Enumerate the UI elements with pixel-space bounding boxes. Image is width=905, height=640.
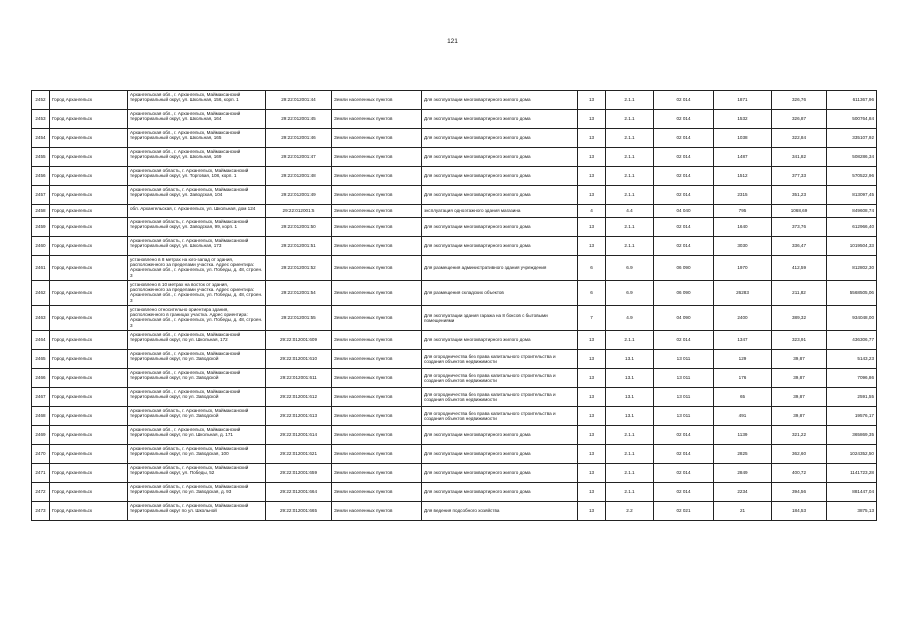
address-cell: Архангельская область, г. Архангельск, Маймаксанский территориальный округ, по ул. Заводская, 100 [128,445,266,464]
use-code-cell: 6.9 [606,256,654,281]
subgroup-code-cell: 02 014 [654,331,714,350]
land-plots-table [31,90,877,521]
group-code-cell: 13 [578,483,606,502]
address-cell: Архангельская область, г. Архангельск, Маймаксанский территориальный округ, ул. Победы, 52 [128,464,266,483]
permitted-use-cell: Для эксплуатации многоквартирного жилого дома [422,331,578,350]
cadastral-number-cell: 29:22:012001:621 [266,445,332,464]
subgroup-code-cell: 02 014 [654,445,714,464]
permitted-use-cell: Для размещения складских объектов [422,281,578,306]
group-code-cell: 13 [578,350,606,369]
cadastral-number-cell: 29:22:012001:614 [266,426,332,445]
group-code-cell: 13 [578,369,606,388]
table-row [32,91,877,110]
use-code-cell: 2.1.1 [606,186,654,205]
address-cell: установлено в 10 метрах на восток от здания, расположенного за пределами участка. Адрес ориентира: Архангельская обл., г. Архангельск, ул. Победы, д. 48, строен. 3 [128,281,266,306]
cadastral-value-cell: 570522,96 [827,167,877,186]
settlement-cell: Город Архангельск [50,91,128,110]
land-category-cell: Земли населенных пунктов [332,502,422,521]
permitted-use-cell: эксплуатация одноэтажного здания магазина [422,205,578,218]
use-code-cell: 6.9 [606,281,654,306]
specific-value-cell: 351,23 [772,186,827,205]
use-code-cell: 13.1 [606,350,654,369]
row-number-cell: 2452 [32,91,50,110]
row-number-cell: 2457 [32,186,50,205]
table-row [32,350,877,369]
cadastral-number-cell: 29:22:012001:612 [266,388,332,407]
permitted-use-cell: Для огородничества без права капитального строительства и создания объектов недвижимости [422,388,578,407]
subgroup-code-cell: 13 011 [654,350,714,369]
cadastral-number-cell: 29:22:012001:49 [266,186,332,205]
row-number-cell: 2458 [32,205,50,218]
subgroup-code-cell: 04 040 [654,205,714,218]
subgroup-code-cell: 02 014 [654,129,714,148]
permitted-use-cell: Для эксплуатации многоквартирного жилого дома [422,110,578,129]
area-cell: 1532 [714,110,772,129]
land-category-cell: Земли населенных пунктов [332,369,422,388]
address-cell: Архангельская обл., г. Архангельск, Маймаксанский территориальный округ, ул. Школьная, 165 [128,129,266,148]
permitted-use-cell: Для огородничества без права капитального строительства и создания объектов недвижимости [422,369,578,388]
area-cell: 2315 [714,186,772,205]
settlement-cell: Город Архангельск [50,218,128,237]
use-code-cell: 2.1.1 [606,148,654,167]
area-cell: 1487 [714,148,772,167]
table-row [32,110,877,129]
group-code-cell: 13 [578,407,606,426]
group-code-cell: 13 [578,148,606,167]
settlement-cell: Город Архангельск [50,186,128,205]
use-code-cell: 2.1.1 [606,445,654,464]
use-code-cell: 13.1 [606,388,654,407]
land-category-cell: Земли населенных пунктов [332,483,422,502]
land-category-cell: Земли населенных пунктов [332,205,422,218]
cadastral-number-cell: 29:22:012001:45 [266,110,332,129]
address-cell: Архангельская обл., г. Архангельск, Маймаксанский территориальный округ, по ул. Заводской [128,388,266,407]
settlement-cell: Город Архангельск [50,110,128,129]
row-number-cell: 2468 [32,407,50,426]
group-code-cell: 7 [578,306,606,331]
group-code-cell: 13 [578,426,606,445]
cadastral-number-cell: 29:22:012001:609 [266,331,332,350]
group-code-cell: 13 [578,218,606,237]
subgroup-code-cell: 02 014 [654,148,714,167]
settlement-cell: Город Архангельск [50,445,128,464]
address-cell: Архангельская область, г. Архангельск, Маймаксанский территориальный округ по ул. Школьной [128,502,266,521]
permitted-use-cell: Для эксплуатации многоквартирного жилого дома [422,148,578,167]
subgroup-code-cell: 02 014 [654,426,714,445]
specific-value-cell: 39,87 [772,369,827,388]
table-row [32,167,877,186]
table-row [32,148,877,167]
address-cell: Архангельская область, г. Архангельск, Маймаксанский территориальный округ, ул. Торговая, 108, корп. 1 [128,167,266,186]
permitted-use-cell: Для размещения административного здания учреждения [422,256,578,281]
use-code-cell: 2.1.1 [606,110,654,129]
permitted-use-cell: Для ведения подсобного хозяйства [422,502,578,521]
land-category-cell: Земли населенных пунктов [332,426,422,445]
permitted-use-cell: Для эксплуатации многоквартирного жилого дома [422,167,578,186]
land-category-cell: Земли населенных пунктов [332,388,422,407]
settlement-cell: Город Архангельск [50,407,128,426]
area-cell: 1139 [714,426,772,445]
specific-value-cell: 39,87 [772,388,827,407]
address-cell: Архангельская обл., г. Архангельск, Маймаксанский территориальный округ, по ул. Заводской [128,369,266,388]
group-code-cell: 13 [578,331,606,350]
subgroup-code-cell: 04 090 [654,306,714,331]
permitted-use-cell: Для эксплуатации многоквартирного жилого дома [422,464,578,483]
settlement-cell: Город Архангельск [50,388,128,407]
subgroup-code-cell: 02 021 [654,502,714,521]
row-number-cell: 2460 [32,237,50,256]
settlement-cell: Город Архангельск [50,331,128,350]
row-number-cell: 2454 [32,129,50,148]
address-cell: Архангельская обл., г. Архангельск, Маймаксанский территориальный округ, по ул. Школьная, 172 [128,331,266,350]
permitted-use-cell: Для эксплуатации здания гаража на 8 боксов с бытовыми помещениями [422,306,578,331]
specific-value-cell: 1068,69 [772,205,827,218]
address-cell: Архангельская обл., г. Архангельск, Маймаксанский территориальный округ, ул. Школьная, 164 [128,110,266,129]
cadastral-number-cell: 29:22:012001:665 [266,502,332,521]
specific-value-cell: 389,32 [772,306,827,331]
area-cell: 1038 [714,129,772,148]
permitted-use-cell: Для эксплуатации многоквартирного жилого дома [422,218,578,237]
use-code-cell: 2.1.1 [606,426,654,445]
table-row [32,218,877,237]
table-row [32,237,877,256]
settlement-cell: Город Архангельск [50,502,128,521]
page-number: 121 [447,38,458,45]
settlement-cell: Город Архангельск [50,483,128,502]
group-code-cell: 13 [578,237,606,256]
address-cell: установлено в 8 метрах на юго-запад от здания, расположенного за пределами участка. Адрес ориентира: Архангельская обл., г. Архангельск, ул. Победы, д. 48, строен. 3 [128,256,266,281]
group-code-cell: 13 [578,445,606,464]
address-cell: Архангельская обл., г. Архангельск, Маймаксанский территориальный округ, по ул. Заводской [128,350,266,369]
subgroup-code-cell: 02 014 [654,167,714,186]
use-code-cell: 2.1.1 [606,91,654,110]
area-cell: 1640 [714,218,772,237]
group-code-cell: 13 [578,129,606,148]
area-cell: 1871 [714,91,772,110]
subgroup-code-cell: 02 014 [654,186,714,205]
permitted-use-cell: Для эксплуатации многоквартирного жилого дома [422,129,578,148]
cadastral-value-cell: 611367,96 [827,91,877,110]
cadastral-value-cell: 19576,17 [827,407,877,426]
subgroup-code-cell: 06 090 [654,281,714,306]
area-cell: 2849 [714,464,772,483]
area-cell: 26283 [714,281,772,306]
area-cell: 491 [714,407,772,426]
permitted-use-cell: Для эксплуатации многоквартирного жилого дома [422,445,578,464]
area-cell: 21 [714,502,772,521]
use-code-cell: 2.1.1 [606,331,654,350]
cadastral-number-cell: 29:22:012001:54 [266,281,332,306]
use-code-cell: 2.1.1 [606,167,654,186]
land-category-cell: Земли населенных пунктов [332,91,422,110]
row-number-cell: 2461 [32,256,50,281]
group-code-cell: 13 [578,186,606,205]
land-category-cell: Земли населенных пунктов [332,464,422,483]
cadastral-number-cell: 29:22:012001:611 [266,369,332,388]
cadastral-value-cell: 3875,13 [827,502,877,521]
permitted-use-cell: Для огородничества без права капитального строительства и создания объектов недвижимости [422,407,578,426]
address-cell: Архангельская область, г. Архангельск, Маймаксанский территориальный округ, по ул. Заводская, д. 93 [128,483,266,502]
use-code-cell: 13.1 [606,407,654,426]
cadastral-value-cell: 934048,00 [827,306,877,331]
specific-value-cell: 400,72 [772,464,827,483]
group-code-cell: 6 [578,256,606,281]
land-category-cell: Земли населенных пунктов [332,167,422,186]
group-code-cell: 13 [578,502,606,521]
address-cell: Архангельская обл., г. Архангельск, Маймаксанский территориальный округ, ул. Школьная, 169 [128,148,266,167]
specific-value-cell: 184,53 [772,502,827,521]
specific-value-cell: 326,87 [772,110,827,129]
row-number-cell: 2462 [32,281,50,306]
settlement-cell: Город Архангельск [50,237,128,256]
settlement-cell: Город Архангельск [50,350,128,369]
specific-value-cell: 362,60 [772,445,827,464]
cadastral-value-cell: 436306,77 [827,331,877,350]
address-cell: Архангельская обл., г. Архангельск, Маймаксанский территориальный округ, по ул. Школьная, д. 171 [128,426,266,445]
table-row [32,281,877,306]
row-number-cell: 2465 [32,350,50,369]
table-row [32,407,877,426]
cadastral-number-cell: 29:22:012001:52 [266,256,332,281]
land-category-cell: Земли населенных пунктов [332,256,422,281]
table-row [32,388,877,407]
land-category-cell: Земли населенных пунктов [332,129,422,148]
area-cell: 2825 [714,445,772,464]
area-cell: 2234 [714,483,772,502]
cadastral-number-cell: 29:22:012001:44 [266,91,332,110]
table-row [32,483,877,502]
permitted-use-cell: Для огородничества без права капитального строительства и создания объектов недвижимости [422,350,578,369]
row-number-cell: 2463 [32,306,50,331]
cadastral-number-cell: 29:22:012001:5 [266,205,332,218]
table-row [32,186,877,205]
settlement-cell: Город Архангельск [50,148,128,167]
settlement-cell: Город Архангельск [50,129,128,148]
address-cell: Архангельская обл., г. Архангельск, Маймаксанский территориальный округ, ул. Школьная, 156, корп. 1 [128,91,266,110]
specific-value-cell: 412,59 [772,256,827,281]
cadastral-number-cell: 29:22:012001:55 [266,306,332,331]
address-cell: Архангельская область, г. Архангельск, Маймаксанский территориальный округ, по ул. Заводской [128,407,266,426]
use-code-cell: 13.1 [606,369,654,388]
permitted-use-cell: Для эксплуатации многоквартирного жилого дома [422,483,578,502]
land-category-cell: Земли населенных пунктов [332,148,422,167]
row-number-cell: 2459 [32,218,50,237]
row-number-cell: 2453 [32,110,50,129]
cadastral-value-cell: 500764,84 [827,110,877,129]
subgroup-code-cell: 13 011 [654,388,714,407]
row-number-cell: 2455 [32,148,50,167]
address-cell: установлено относительно ориентира здания, расположенного в границах участка. Адрес ориентира: Архангельская обл., г. Архангельск, ул. Победы, д. 48, строен. 3 [128,306,266,331]
address-cell: обл. Архангельская, г. Архангельск, ул. Школьная, дом 124 [128,205,266,218]
land-category-cell: Земли населенных пунктов [332,445,422,464]
settlement-cell: Город Архангельск [50,256,128,281]
subgroup-code-cell: 13 011 [654,369,714,388]
specific-value-cell: 326,76 [772,91,827,110]
subgroup-code-cell: 02 014 [654,91,714,110]
area-cell: 176 [714,369,772,388]
row-number-cell: 2456 [32,167,50,186]
subgroup-code-cell: 02 014 [654,218,714,237]
table-row [32,205,877,218]
address-cell: Архангельская область, г. Архангельск, Маймаксанский территориальный округ, ул. Школьная, 173 [128,237,266,256]
permitted-use-cell: Для эксплуатации многоквартирного жилого дома [422,426,578,445]
specific-value-cell: 321,22 [772,426,827,445]
table-row [32,426,877,445]
specific-value-cell: 341,82 [772,148,827,167]
row-number-cell: 2469 [32,426,50,445]
specific-value-cell: 39,87 [772,407,827,426]
table-row [32,502,877,521]
table-row [32,369,877,388]
row-number-cell: 2472 [32,483,50,502]
group-code-cell: 13 [578,167,606,186]
subgroup-code-cell: 02 014 [654,110,714,129]
permitted-use-cell: Для эксплуатации многоквартирного жилого дома [422,237,578,256]
table-row [32,129,877,148]
cadastral-number-cell: 29:22:012001:664 [266,483,332,502]
land-category-cell: Земли населенных пунктов [332,331,422,350]
area-cell: 129 [714,350,772,369]
area-cell: 1512 [714,167,772,186]
group-code-cell: 6 [578,281,606,306]
area-cell: 1347 [714,331,772,350]
group-code-cell: 13 [578,110,606,129]
use-code-cell: 2.1.1 [606,464,654,483]
row-number-cell: 2473 [32,502,50,521]
cadastral-value-cell: 7096,86 [827,369,877,388]
settlement-cell: Город Архангельск [50,205,128,218]
specific-value-cell: 394,56 [772,483,827,502]
cadastral-value-cell: 1141723,28 [827,464,877,483]
cadastral-value-cell: 849608,74 [827,205,877,218]
cadastral-number-cell: 29:22:012001:613 [266,407,332,426]
cadastral-value-cell: 5143,23 [827,350,877,369]
table-row [32,256,877,281]
specific-value-cell: 39,87 [772,350,827,369]
cadastral-number-cell: 29:22:012001:659 [266,464,332,483]
subgroup-code-cell: 06 090 [654,256,714,281]
group-code-cell: 13 [578,388,606,407]
cadastral-value-cell: 335107,92 [827,129,877,148]
land-category-cell: Земли населенных пунктов [332,218,422,237]
specific-value-cell: 211,82 [772,281,827,306]
use-code-cell: 2.2 [606,502,654,521]
subgroup-code-cell: 02 014 [654,237,714,256]
subgroup-code-cell: 02 014 [654,464,714,483]
settlement-cell: Город Архангельск [50,306,128,331]
cadastral-value-cell: 508286,34 [827,148,877,167]
row-number-cell: 2467 [32,388,50,407]
settlement-cell: Город Архангельск [50,167,128,186]
group-code-cell: 13 [578,91,606,110]
area-cell: 2400 [714,306,772,331]
land-category-cell: Земли населенных пунктов [332,186,422,205]
cadastral-value-cell: 881447,04 [827,483,877,502]
specific-value-cell: 322,84 [772,129,827,148]
cadastral-number-cell: 29:22:012001:50 [266,218,332,237]
cadastral-number-cell: 29:22:012001:51 [266,237,332,256]
group-code-cell: 13 [578,464,606,483]
cadastral-number-cell: 29:22:012001:46 [266,129,332,148]
cadastral-value-cell: 365869,35 [827,426,877,445]
use-code-cell: 2.1.1 [606,237,654,256]
land-category-cell: Земли населенных пунктов [332,281,422,306]
cadastral-number-cell: 29:22:012001:47 [266,148,332,167]
area-cell: 3030 [714,237,772,256]
use-code-cell: 2.1.1 [606,218,654,237]
use-code-cell: 2.1.1 [606,129,654,148]
specific-value-cell: 323,91 [772,331,827,350]
row-number-cell: 2471 [32,464,50,483]
land-category-cell: Земли населенных пунктов [332,306,422,331]
settlement-cell: Город Архангельск [50,464,128,483]
area-cell: 795 [714,205,772,218]
cadastral-number-cell: 29:22:012001:48 [266,167,332,186]
address-cell: Архангельская область, г. Архангельск, Маймаксанский территориальный округ, ул. Заводская, 99, корп. 1 [128,218,266,237]
table-row [32,331,877,350]
cadastral-number-cell: 29:22:012001:610 [266,350,332,369]
land-category-cell: Земли населенных пунктов [332,237,422,256]
cadastral-value-cell: 612966,40 [827,218,877,237]
specific-value-cell: 377,33 [772,167,827,186]
area-cell: 65 [714,388,772,407]
table-row [32,306,877,331]
table-row [32,445,877,464]
land-category-cell: Земли населенных пунктов [332,407,422,426]
settlement-cell: Город Архангельск [50,369,128,388]
cadastral-value-cell: 1019504,33 [827,237,877,256]
use-code-cell: 4.9 [606,306,654,331]
permitted-use-cell: Для эксплуатации многоквартирного жилого дома [422,91,578,110]
row-number-cell: 2470 [32,445,50,464]
permitted-use-cell: Для эксплуатации многоквартирного жилого дома [422,186,578,205]
cadastral-value-cell: 812802,30 [827,256,877,281]
group-code-cell: 4 [578,205,606,218]
land-category-cell: Земли населенных пунктов [332,110,422,129]
cadastral-value-cell: 2591,55 [827,388,877,407]
row-number-cell: 2464 [32,331,50,350]
specific-value-cell: 373,76 [772,218,827,237]
row-number-cell: 2466 [32,369,50,388]
cadastral-value-cell: 5568505,06 [827,281,877,306]
settlement-cell: Город Архангельск [50,426,128,445]
use-code-cell: 4.4 [606,205,654,218]
area-cell: 1970 [714,256,772,281]
table-row [32,464,877,483]
land-category-cell: Земли населенных пунктов [332,350,422,369]
cadastral-value-cell: 813097,45 [827,186,877,205]
subgroup-code-cell: 02 014 [654,483,714,502]
use-code-cell: 2.1.1 [606,483,654,502]
cadastral-value-cell: 1024352,50 [827,445,877,464]
subgroup-code-cell: 13 011 [654,407,714,426]
settlement-cell: Город Архангельск [50,281,128,306]
address-cell: Архангельская область, г. Архангельск, Маймаксанский территориальный округ, ул. Заводская, 104 [128,186,266,205]
specific-value-cell: 336,47 [772,237,827,256]
